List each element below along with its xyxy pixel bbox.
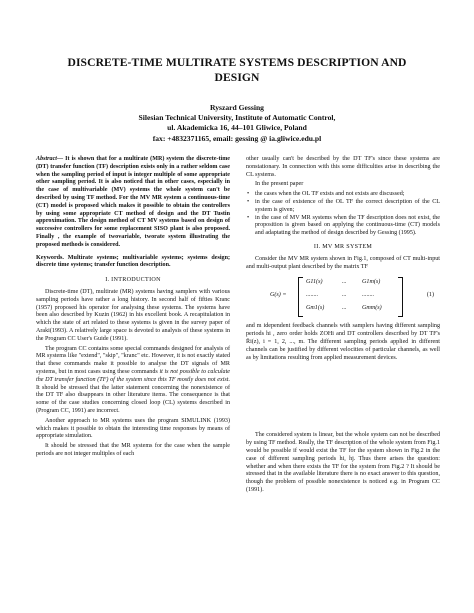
equation-number: (1) — [426, 292, 434, 299]
intro-p2-part-b: It should be stressed that the latter statement concerning the nonexistence of the DT TF also disappears in other literature items. The consequence is that some of the case studies concerning closed loop (CL) systems described in (Program CC, 1991) are incorrect. — [36, 384, 230, 414]
matrix-cell: ........ — [362, 292, 375, 299]
contribution-list — [246, 191, 440, 238]
author-name: Ryszard Gessing — [210, 103, 264, 112]
system-paragraph-1: Consider the MV MR system shown in Fig.1, composed of CT multi-input and multi-output plant described by the matrix TF — [246, 255, 440, 270]
abstract-label: Abstract— — [36, 156, 64, 162]
keywords: Keywords. Multirate systems; multivariable systems; systems design; discrete time systems; transfer function description. — [36, 254, 230, 269]
matrix-cell: G1m(s) — [362, 279, 381, 286]
intro-paragraph-4: It should be stressed that the MR systems for the case when the sample periods are not integer multiples of each — [36, 443, 230, 457]
author-affiliation: Silesian Technical University, Institute of Automatic Control, — [138, 113, 336, 123]
abstract — [36, 156, 230, 250]
matrix-cell: ... — [342, 292, 347, 299]
intro-p2-italic: it is not possible to calculate the DT transfer function (TF) of the system since this TF mostly does not exist. — [36, 368, 231, 383]
title-line-1: DISCRETE-TIME MULTIRATE SYSTEMS DESCRIPTION AND — [67, 56, 407, 69]
intro-paragraph-3: Another approach to MR systems uses the program SIMULINK (1993) which makes it possible to obtain the interesting time responses by means of appropriate simulation. — [36, 417, 230, 440]
right-paragraph-1: other usually can't be described by the DT TF's since these systems are nonstationary. In connection with this some difficulties arise in describing the CL systems. — [246, 156, 440, 178]
paper-title — [20, 56, 454, 85]
right-column — [246, 156, 440, 497]
section-2-heading: II. MV MR SYSTEM — [313, 243, 373, 250]
intro-paragraph-2 — [36, 346, 230, 416]
matrix-cell: ........ — [306, 292, 319, 299]
matrix-left-bracket — [298, 277, 303, 317]
section-1-heading: I. INTRODUCTION — [105, 277, 161, 284]
system-paragraph-2: and m idependent feedback channels with samplers having different sampling periods hi , zero order holds ZOHi and DT controllers described by DT TF's R̄i(z), i = 1, 2, ..., m. The different sampling periods applied in different channels can be justified by different velocities of particular channels, as well as by limitations resulting from applied measurement devices. — [246, 323, 440, 361]
matrix-right-bracket — [398, 277, 403, 317]
left-column — [36, 156, 230, 461]
title-line-2: DESIGN — [214, 70, 260, 84]
author-address: ul. Akademicka 16, 44–101 Gliwice, Poland — [167, 123, 307, 133]
matrix-cell: Gm1(s) — [306, 305, 325, 312]
equation-1 — [246, 275, 440, 319]
author-block — [20, 103, 454, 144]
matrix-cell: G11(s) — [306, 279, 323, 286]
matrix-row-1 — [304, 279, 398, 289]
intro-paragraph-1: Discrete-time (DT), multirate (MR) systems having samplers with various sampling periods have rather a long history. In second half of fifties Kranc (1957) proposed his operator for analysing these systems. The systems have been also described by Kuzin (1962) in his excellent book. A recapitulation in which the state of art related to these systems is given in the survey paper of Araki(1993). A relatively large space is devoted to analysis of these systems in the Program CC User's Guide (1991). — [36, 288, 230, 342]
author-contact: fax: +4832371165, email: gessing @ ia.gliwice.edu.pl — [152, 133, 322, 143]
list-item: • in the case of MV MR systems when the TF description does not exist, the proposition is given based on applying the continuous-time (CT) models and adaptating the method of design described by Gessing (1995). — [246, 215, 440, 238]
abstract-text: It is shown that for a multirate (MR) system the discrete-time (DT) transfer function (TF) description exists only in a rather seldom case when the sampling period of input is integer multiple of some appropriate other sampling period. It is also noticed that in other cases, especially in the case of multivariable (MV) systems the whole system can't be described by using TF method. For the MV MR system a continuous-time (CT) model is proposed which makes it possible to obtain the controllers by using some appropriate CT method of design and the DT Tustin approximation. The design method of CT MV systems based on design of successive controllers for some replacement SISO plant is also proposed. Finally , the example of twovariable, tworate system illustrating the proposed methods is considered. — [36, 156, 230, 248]
figure-space — [246, 364, 440, 432]
system-paragraph-3: The considered system is linear, but the whole system can not be described by using TF method. Really, the TF description of the whole system from Fig.1 would be possible if would exist the TF for the system shown in Fig.2 in the case of different sampling periods hi, hj. Thus there arises the question: whether and when there exists the TF for the system from Fig.2 ? It should be stressed that in the available literature there is no exact answer to this question, though the problem of possible nonexistence is noticed e.g. in Program CC (1991). — [246, 432, 440, 493]
intro-p2-part-a: The program CC contains some special commands designed for analysis of MR systems like "extend", "skip", "kranc" etc. However, it is not exactly stated that these commands make it possible to analyse the DT signals of MR systems, but in most cases using these commands — [36, 345, 230, 375]
matrix-cell: ... — [342, 279, 347, 286]
right-paragraph-2: In the present paper — [255, 181, 304, 188]
list-item: • the cases when the OL TF exists and not exists are discussed; — [246, 191, 440, 199]
matrix-row-2 — [304, 292, 398, 302]
matrix-cell: Gmm(s) — [362, 305, 382, 312]
list-item: • in the case of existence of the OL TF the correct description of the CL system is given; — [246, 199, 440, 215]
matrix-cell: ... — [342, 305, 347, 312]
matrix-row-3 — [304, 305, 398, 315]
equation-lhs: G(s) = — [270, 292, 287, 299]
